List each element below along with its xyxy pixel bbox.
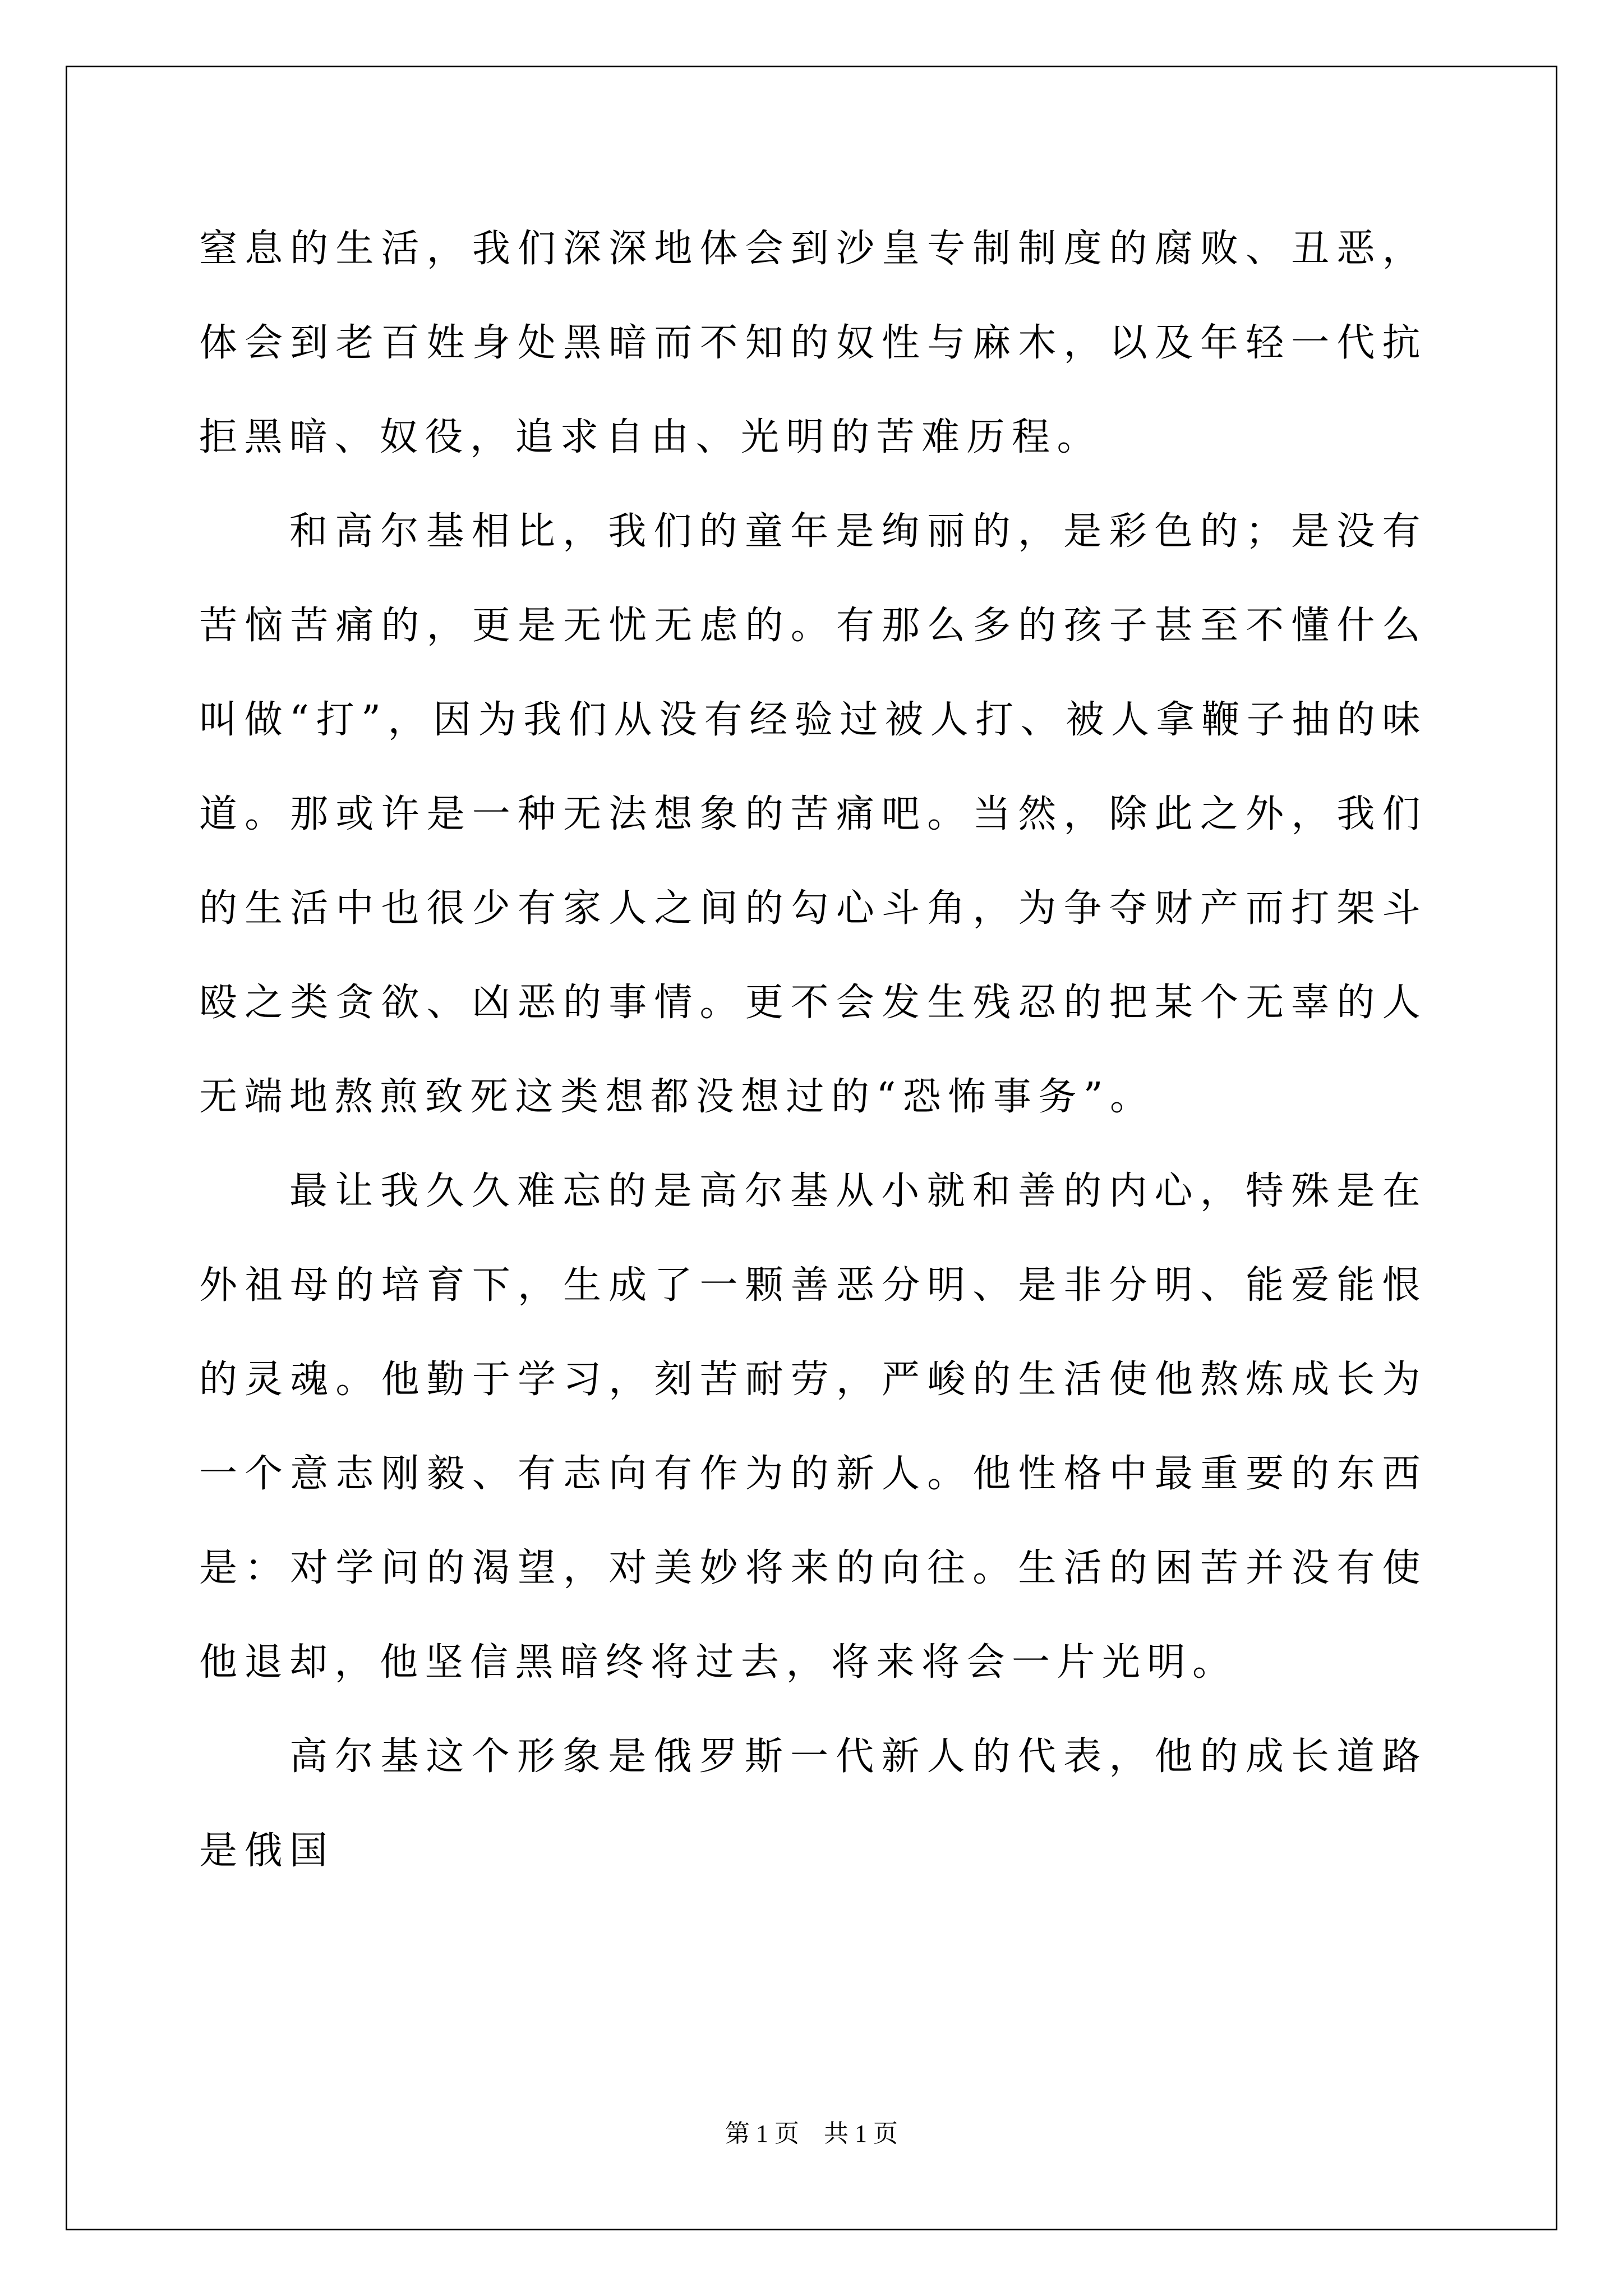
text-line: 痛的，更是无忧无虑的。有那么多的孩子甚至不懂什么叫做“打”，因	[199, 604, 1427, 742]
text-line: 追求自由、光明的苦难历程。	[515, 415, 1103, 459]
text-line: 为我们从没有经验过被人打、被人拿鞭子抽的味道。那或许是一种无	[199, 698, 1427, 836]
text-line: 将来的向往。生活的困苦并没有使他退却，他坚信黑暗终将过去，将	[199, 1546, 1427, 1685]
text-line: 法想象的苦痛吧。当然，除此之外，我们的生活中也很少有家人之间	[199, 792, 1427, 931]
text-line: 的勾心斗角，为争夺财产而打架斗殴之类贪欲、凶恶的事情。更不会	[199, 886, 1427, 1025]
paragraph-4	[199, 1710, 1427, 1898]
text-line: 向有作为的新人。他性格中最重要的东西是：对学问的渴望，对美妙	[199, 1452, 1427, 1590]
text-line: 发生残忍的把某个无辜的人无端地熬煎致死这类想都没想过的“恐怖	[199, 981, 1427, 1119]
paragraph-1	[199, 202, 1427, 485]
paragraph-2	[199, 485, 1427, 1144]
page-number-footer: 第 1 页 共 1 页	[725, 2120, 898, 2147]
text-line: 窒息的生活，我们深深地体会到沙皇专制制度的腐败、丑恶，体会到	[199, 227, 1427, 365]
text-line: 事务”。	[993, 1075, 1155, 1119]
text-line: 于学习，刻苦耐劳，严峻的生活使他熬炼成长为一个意志刚毅、有志	[199, 1358, 1427, 1496]
paragraph-3	[199, 1144, 1427, 1710]
text-line: 的培育下，生成了一颗善恶分明、是非分明、能爱能恨的灵魂。他勤	[199, 1263, 1427, 1402]
text-line: 最让我久久难忘的是高尔基从小就和善的内心，特殊是在外祖母	[199, 1169, 1427, 1308]
text-line: 高尔基这个形象是俄罗斯一代新人的代表，他的成长道路是俄国	[199, 1734, 1427, 1873]
text-line: 来将会一片光明。	[876, 1640, 1238, 1685]
text-line: 老百姓身处黑暗而不知的奴性与麻木，以及年轻一代抗拒黑暗、奴役，	[199, 321, 1427, 459]
text-line: 和高尔基相比，我们的童年是绚丽的，是彩色的；是没有苦恼苦	[199, 509, 1427, 648]
document-body	[199, 202, 1427, 1898]
